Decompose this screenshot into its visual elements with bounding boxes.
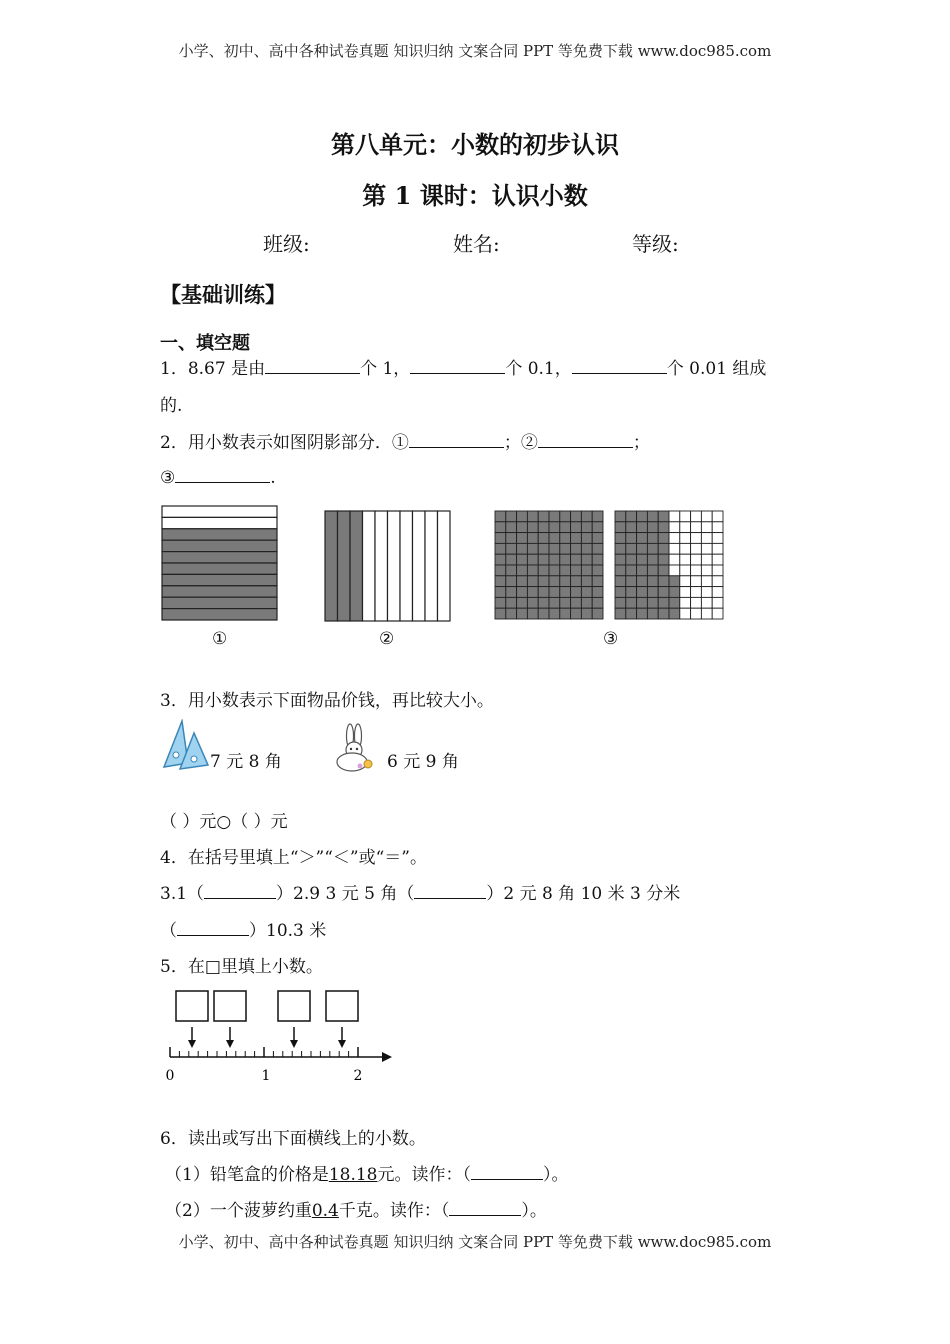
grid-cell (592, 608, 603, 619)
grid-cell (658, 511, 669, 522)
grid-cell (701, 511, 712, 522)
figure-1-label: ① (212, 629, 228, 649)
grid-cell (581, 597, 592, 608)
question-2-line-1 (160, 428, 650, 453)
grid-cell (615, 587, 626, 598)
question-6-part-1 (165, 1160, 569, 1185)
figure-3-hundred-grids (494, 510, 726, 622)
grid-cell (517, 522, 528, 533)
grid-cell (581, 587, 592, 598)
q1-text-b: 个 1， (360, 359, 411, 379)
grid-cell (517, 597, 528, 608)
grid-cell (658, 565, 669, 576)
grid-cell (571, 587, 582, 598)
grid-cell (647, 533, 658, 544)
grid-cell (538, 576, 549, 587)
grid-cell (615, 597, 626, 608)
q3-compare-line: （ ）元○（ ）元 (160, 812, 288, 832)
strip (162, 586, 277, 597)
grid-cell (506, 533, 517, 544)
tick-label-0: 0 (165, 1068, 175, 1084)
q4-text-b: ）2.9 3 元 5 角（ (276, 884, 415, 904)
grid-cell (691, 608, 702, 619)
page-title: 第八单元：小数的初步认识 (331, 130, 619, 159)
q2-end: . (270, 468, 276, 488)
q1-text-c: 个 0.1， (505, 359, 572, 379)
grid-cell (560, 522, 571, 533)
q6-p1-text: （1）铅笔盒的价格是 (165, 1165, 329, 1185)
q1-blank-2[interactable] (410, 356, 505, 374)
grid-cell (560, 511, 571, 522)
grid-cell (680, 522, 691, 533)
q6-p1-text-b: 元。读作：（ (377, 1165, 471, 1185)
grid-cell (571, 565, 582, 576)
question-1-line-1 (160, 354, 766, 379)
grid-cell (549, 533, 560, 544)
grid-cell (712, 554, 723, 565)
column (438, 511, 451, 621)
question-1-line-2: 的. (160, 396, 183, 416)
q6-p2-text: （2）一个菠萝约重 (165, 1201, 312, 1221)
page-subtitle: 第 1 课时：认识小数 (362, 181, 588, 210)
q6-p2-text-b: 千克。读作：（ (338, 1201, 450, 1221)
grid-cell (658, 522, 669, 533)
answer-box-4 (326, 991, 358, 1021)
section-heading: 【基础训练】 (160, 282, 286, 307)
grid-cell (615, 533, 626, 544)
q4-text-d: （ (160, 921, 177, 941)
triangle-ruler-icon (160, 719, 212, 771)
grid-cell (506, 597, 517, 608)
grid-cell (517, 554, 528, 565)
grid-cell (527, 565, 538, 576)
grid-cell (712, 565, 723, 576)
q1-text-d: 个 0.01 组成 (666, 359, 767, 379)
grid-cell (560, 587, 571, 598)
grid-cell (647, 576, 658, 587)
grid-cell (506, 587, 517, 598)
grid-cell (592, 576, 603, 587)
grid-cell (581, 608, 592, 619)
column (338, 511, 351, 621)
grid-cell (581, 554, 592, 565)
grid-cell (647, 522, 658, 533)
grid-cell (691, 554, 702, 565)
grid-cell (712, 533, 723, 544)
grid-cell (701, 543, 712, 554)
grid-cell (495, 554, 506, 565)
grid-cell (712, 576, 723, 587)
grid-cell (669, 554, 680, 565)
grid-cell (495, 587, 506, 598)
grid-cell (658, 597, 669, 608)
grid-cell (691, 511, 702, 522)
grid-cell (538, 565, 549, 576)
grid-cell (626, 597, 637, 608)
grid-cell (527, 511, 538, 522)
grid-cell (549, 543, 560, 554)
grid-cell (626, 522, 637, 533)
pointer-arrowhead (188, 1040, 196, 1048)
grid-cell (592, 597, 603, 608)
grid-cell (560, 554, 571, 565)
grid-cell (571, 533, 582, 544)
grid-cell (669, 522, 680, 533)
grid-cell (517, 576, 528, 587)
grid-cell (506, 576, 517, 587)
grid-cell (701, 533, 712, 544)
strip (162, 552, 277, 563)
grid-cell (701, 608, 712, 619)
grid-cell (658, 533, 669, 544)
q4-text-c: ）2 元 8 角 10 米 3 分米 (486, 884, 681, 904)
rabbit-toy-icon (328, 722, 384, 774)
strip (162, 574, 277, 585)
grid-cell (626, 511, 637, 522)
column (425, 511, 438, 621)
grid-cell (626, 565, 637, 576)
pointer-arrowhead (290, 1040, 298, 1048)
grid-cell (637, 554, 648, 565)
q2-blank-3[interactable] (175, 465, 270, 483)
column (375, 511, 388, 621)
strip (162, 563, 277, 574)
grid-cell (495, 608, 506, 619)
q6-p1-text-c: ）。 (543, 1165, 569, 1185)
grid-cell (669, 587, 680, 598)
grid-cell (506, 522, 517, 533)
grid-cell (549, 511, 560, 522)
grid-cell (581, 533, 592, 544)
column (350, 511, 363, 621)
grid-cell (592, 522, 603, 533)
grid-cell (571, 511, 582, 522)
grid-cell (549, 597, 560, 608)
question-5-text: 5．在□里填上小数。 (160, 957, 323, 977)
grid-cell (691, 587, 702, 598)
q6-blank-1[interactable] (471, 1162, 543, 1180)
question-6-part-2 (165, 1196, 547, 1221)
grid-cell (527, 533, 538, 544)
grid-cell (680, 565, 691, 576)
q2-blank-2[interactable] (538, 430, 633, 448)
grid-cell (626, 576, 637, 587)
grid-cell (680, 608, 691, 619)
grid-cell (549, 608, 560, 619)
q6-p2-value: 0.4 (311, 1201, 339, 1221)
grid-cell (701, 576, 712, 587)
grid-cell (637, 565, 648, 576)
grid-cell (571, 543, 582, 554)
grid-cell (571, 554, 582, 565)
q2-blank-1[interactable] (409, 430, 504, 448)
grid-cell (680, 576, 691, 587)
pointer-arrowhead (226, 1040, 234, 1048)
grid-cell (658, 587, 669, 598)
question-2-line-2 (160, 465, 276, 488)
q1-text-a: 1．8.67 是由 (160, 359, 266, 379)
grid-cell (581, 511, 592, 522)
figure-1-horizontal-strips (161, 505, 278, 621)
grid-cell (495, 543, 506, 554)
grid-cell (527, 587, 538, 598)
grid-cell (680, 543, 691, 554)
grid-cell (581, 543, 592, 554)
grid-cell (560, 565, 571, 576)
grid-cell (495, 597, 506, 608)
strip (162, 517, 277, 528)
grid-cell (506, 511, 517, 522)
grid-cell (691, 522, 702, 533)
grid-cell (581, 565, 592, 576)
grid-cell (527, 597, 538, 608)
grid-cell (669, 608, 680, 619)
grid-cell (571, 576, 582, 587)
grid-cell (592, 554, 603, 565)
grid-cell (592, 587, 603, 598)
grid-cell (626, 543, 637, 554)
grid-cell (626, 608, 637, 619)
grid-cell (712, 608, 723, 619)
grid-cell (615, 511, 626, 522)
tick-label-1: 1 (261, 1068, 271, 1084)
axis-arrowhead (382, 1052, 392, 1062)
grid-cell (506, 554, 517, 565)
grid-cell (506, 565, 517, 576)
grid-cell (637, 533, 648, 544)
grid-cell (538, 554, 549, 565)
q4-text-a: 3.1（ (160, 884, 205, 904)
grid-cell (615, 565, 626, 576)
q6-p2-text-c: ）。 (521, 1201, 547, 1221)
figure-3-label: ③ (603, 629, 619, 649)
q4-blank-2[interactable] (414, 881, 486, 899)
grid-cell (691, 543, 702, 554)
grid-cell (538, 587, 549, 598)
grid-cell (615, 543, 626, 554)
grid-cell (538, 543, 549, 554)
grid-cell (560, 608, 571, 619)
tick-label-2: 2 (353, 1068, 363, 1084)
grid-cell (592, 511, 603, 522)
grid-cell (527, 554, 538, 565)
q2-sep-2: ； (632, 433, 650, 453)
q4-blank-1[interactable] (204, 881, 276, 899)
grid-cell (538, 511, 549, 522)
grid-cell (647, 543, 658, 554)
q1-blank-3[interactable] (572, 356, 667, 374)
grid-cell (669, 576, 680, 587)
grid-cell (658, 543, 669, 554)
grid-cell (549, 576, 560, 587)
grid-cell (637, 608, 648, 619)
grid-cell (538, 522, 549, 533)
figure-2-label: ② (379, 629, 395, 649)
strip (162, 540, 277, 551)
page-header: 小学、初中、高中各种试卷真题 知识归纳 文案合同 PPT 等免费下载 www.doc985.com (178, 42, 772, 60)
grid-cell (637, 597, 648, 608)
grid-cell (615, 554, 626, 565)
grid-cell (701, 554, 712, 565)
grid-cell (517, 565, 528, 576)
grid-cell (506, 543, 517, 554)
grid-cell (712, 587, 723, 598)
grid-cell (495, 511, 506, 522)
grid-cell (712, 522, 723, 533)
grid-cell (637, 576, 648, 587)
grid-cell (581, 522, 592, 533)
grid-cell (712, 543, 723, 554)
strip (162, 597, 277, 608)
question-4-text: 4．在括号里填上“＞”“＜”或“＝”。 (160, 848, 427, 868)
grid-cell (495, 576, 506, 587)
column (400, 511, 413, 621)
grid-cell (592, 543, 603, 554)
column (325, 511, 338, 621)
grid-cell (637, 511, 648, 522)
grid-cell (712, 597, 723, 608)
column (413, 511, 426, 621)
grid-cell (495, 533, 506, 544)
grid-cell (517, 608, 528, 619)
grid-cell (527, 543, 538, 554)
grid-cell (538, 533, 549, 544)
grid-cell (549, 565, 560, 576)
q4-text-e: ）10.3 米 (249, 921, 327, 941)
grid-cell (647, 587, 658, 598)
grid-cell (637, 543, 648, 554)
grid-cell (691, 533, 702, 544)
grid-cell (626, 587, 637, 598)
grid-cell (527, 576, 538, 587)
q4-blank-3[interactable] (177, 918, 249, 936)
grid-cell (592, 533, 603, 544)
grid-cell (680, 533, 691, 544)
grid-cell (506, 608, 517, 619)
grid-cell (560, 533, 571, 544)
grid-cell (560, 576, 571, 587)
grid-cell (680, 511, 691, 522)
grid-cell (701, 522, 712, 533)
answer-box-1 (176, 991, 208, 1021)
pointer-arrowhead (338, 1040, 346, 1048)
grid-cell (701, 597, 712, 608)
part-heading: 一、填空题 (160, 333, 250, 354)
grid-cell (538, 597, 549, 608)
grid-cell (680, 597, 691, 608)
grid-cell (549, 554, 560, 565)
class-label: 班级: (263, 232, 310, 256)
grid-cell (549, 522, 560, 533)
grid-cell (615, 576, 626, 587)
grid-cell (615, 608, 626, 619)
grid-cell (517, 533, 528, 544)
grid-cell (527, 608, 538, 619)
grid-cell (647, 554, 658, 565)
grid-cell (680, 554, 691, 565)
number-line-figure (160, 985, 400, 1085)
q2-text-c: ③ (160, 468, 176, 488)
grid-cell (626, 554, 637, 565)
grid-cell (592, 565, 603, 576)
grid-cell (658, 608, 669, 619)
q6-blank-2[interactable] (449, 1198, 521, 1216)
grid-cell (647, 597, 658, 608)
grid-cell (691, 576, 702, 587)
grid-cell (669, 533, 680, 544)
grid-cell (680, 587, 691, 598)
name-label: 姓名: (453, 232, 500, 256)
grid-cell (669, 511, 680, 522)
grid-cell (615, 522, 626, 533)
grid-cell (691, 565, 702, 576)
grid-cell (669, 597, 680, 608)
q2-sep-1: ；② (503, 433, 538, 453)
grid-cell (669, 543, 680, 554)
grid-cell (647, 608, 658, 619)
grid-cell (495, 522, 506, 533)
page-footer: 小学、初中、高中各种试卷真题 知识归纳 文案合同 PPT 等免费下载 www.doc985.com (178, 1233, 772, 1251)
answer-box-3 (278, 991, 310, 1021)
grid-cell (517, 511, 528, 522)
grid-cell (581, 576, 592, 587)
grid-cell (571, 522, 582, 533)
q2-text-a: 2．用小数表示如图阴影部分．① (160, 433, 409, 453)
question-4-line-2 (160, 916, 326, 941)
question-4-line-1 (160, 879, 680, 904)
grid-cell (637, 587, 648, 598)
grid-cell (669, 565, 680, 576)
grid-cell (647, 511, 658, 522)
grid-cell (549, 587, 560, 598)
grid-cell (701, 565, 712, 576)
question-3-text: 3．用小数表示下面物品价钱，再比较大小。 (160, 691, 494, 711)
grid-cell (626, 533, 637, 544)
strip (162, 529, 277, 540)
grid-cell (701, 587, 712, 598)
grid-cell (647, 565, 658, 576)
column (388, 511, 401, 621)
grid-cell (637, 522, 648, 533)
strip (162, 609, 277, 620)
grid-cell (658, 554, 669, 565)
column (363, 511, 376, 621)
grid-cell (560, 597, 571, 608)
grid-cell (712, 511, 723, 522)
grid-cell (571, 597, 582, 608)
grid-cell (517, 587, 528, 598)
grid-cell (538, 608, 549, 619)
grid-cell (517, 543, 528, 554)
grid-cell (658, 576, 669, 587)
question-6-text: 6．读出或写出下面横线上的小数。 (160, 1129, 426, 1149)
item-1-price: 7 元 8 角 (210, 752, 282, 772)
item-2-price: 6 元 9 角 (387, 752, 459, 772)
grid-cell (571, 608, 582, 619)
answer-box-2 (214, 991, 246, 1021)
figure-2-vertical-strips (324, 510, 451, 622)
grid-cell (527, 522, 538, 533)
strip (162, 506, 277, 517)
grid-cell (560, 543, 571, 554)
grade-label: 等级: (632, 232, 679, 256)
grid-cell (691, 597, 702, 608)
q6-p1-value: 18.18 (328, 1165, 378, 1185)
q1-blank-1[interactable] (265, 356, 360, 374)
grid-cell (495, 565, 506, 576)
